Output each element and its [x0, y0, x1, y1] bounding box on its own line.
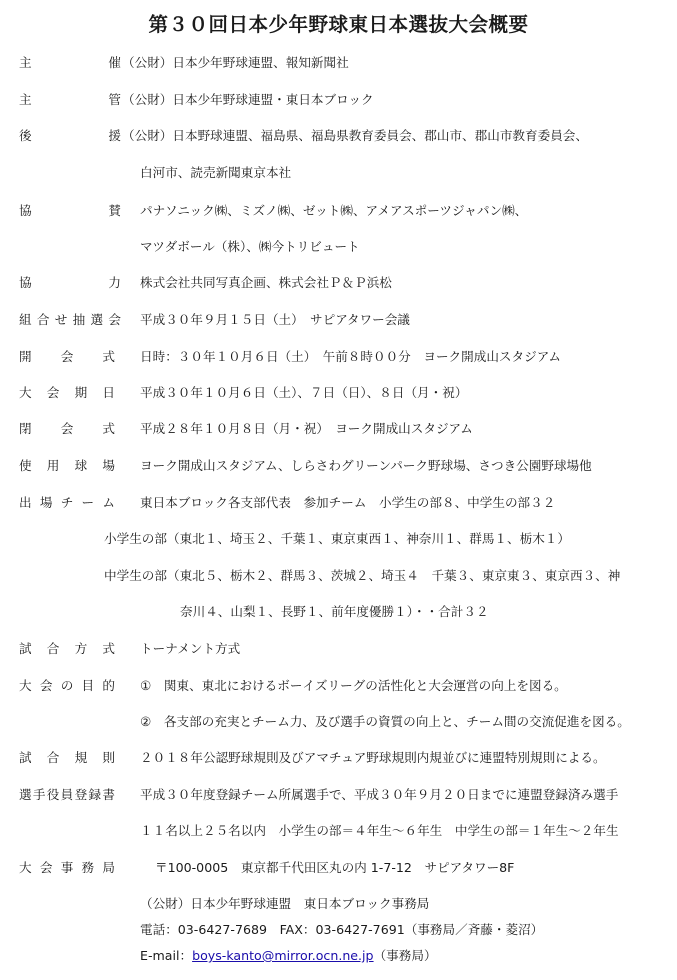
value-cooperation: 株式会社共同写真企画、株式会社Ｐ＆Ｐ浜松 — [140, 275, 392, 290]
label-host: 主 催 — [19, 55, 121, 70]
email-prefix: E-mail： — [140, 948, 193, 963]
label-opening: 開 会 式 — [19, 349, 115, 364]
value-dates: 平成３０年１０月６日（土）、７日（日）、８日（月・祝） — [140, 385, 468, 400]
label-sponsor: 協 賛 — [19, 203, 121, 218]
email-suffix: （事務局） — [373, 948, 437, 963]
value-support-1: （公財）日本野球連盟、福島県、福島県教育委員会、郡山市、郡山市教育委員会、 — [122, 128, 588, 143]
label-support: 後 援 — [19, 128, 121, 143]
label-rules: 試 合 規 則 — [19, 750, 115, 765]
label-registration: 選 手 役 員 登 録 書 — [19, 787, 115, 802]
value-sponsor-2: マツダボール（株）、㈱今トリビュート — [140, 239, 360, 254]
value-registration-1: 平成３０年度登録チーム所属選手で、平成３０年９月２０日までに連盟登録済み選手 — [140, 787, 619, 802]
label-closing: 閉 会 式 — [19, 421, 115, 436]
value-organizer: （公財）日本少年野球連盟・東日本ブロック — [122, 92, 374, 107]
value-teams-3: 中学生の部（東北５、栃木２、群馬３、茨城２、埼玉４ 千葉３、東京東３、東京西３、神 — [104, 568, 621, 583]
label-teams: 出 場 チ ー ム — [19, 495, 115, 510]
label-venues: 使 用 球 場 — [19, 458, 115, 473]
value-sponsor-1: パナソニック㈱、ミズノ㈱、ゼット㈱、アメアスポーツジャパン㈱、 — [140, 203, 528, 218]
value-office-address: 〒100-0005 東京都千代田区丸の内 1-7-12 サピアタワー8F — [155, 860, 515, 875]
value-office-phone: 電話：03-6427-7689 FAX：03-6427-7691（事務局／斉藤・菱沼） — [140, 922, 544, 937]
value-closing: 平成２８年１０月８日（月・祝） ヨーク開成山スタジアム — [140, 421, 473, 436]
email-line — [140, 947, 437, 965]
page-title: 第３０回日本少年野球東日本選抜大会概要 — [148, 13, 529, 36]
value-purpose-1: ① 関東、東北におけるボーイズリーグの活性化と大会運営の向上を図る。 — [140, 678, 567, 693]
label-office: 大 会 事 務 局 — [19, 860, 115, 875]
value-registration-2: １１名以上２５名以内 小学生の部＝４年生～６年生 中学生の部＝１年生～２年生 — [140, 823, 619, 838]
value-support-2: 白河市、読売新聞東京本社 — [140, 165, 292, 180]
email-link[interactable]: boys-kanto@mirror.ocn.ne.jp — [192, 948, 374, 963]
value-host: （公財）日本少年野球連盟、報知新聞社 — [122, 55, 349, 70]
value-format: トーナメント方式 — [140, 641, 241, 656]
value-teams-1: 東日本ブロック各支部代表 参加チーム 小学生の部８、中学生の部３２ — [140, 495, 556, 510]
label-cooperation: 協 力 — [19, 275, 121, 290]
label-organizer: 主 管 — [19, 92, 121, 107]
value-rules: ２０１８年公認野球規則及びアマチュア野球規則内規並びに連盟特別規則による。 — [140, 750, 606, 765]
value-purpose-2: ② 各支部の充実とチーム力、及び選手の資質の向上と、チーム間の交流促進を図る。 — [140, 714, 630, 729]
value-teams-2: 小学生の部（東北１、埼玉２、千葉１、東京東西１、神奈川１、群馬１、栃木１） — [104, 531, 570, 546]
value-venues: ヨーク開成山スタジアム、しらさわグリーンパーク野球場、さつき公園野球場他 — [140, 458, 592, 473]
label-purpose: 大 会 の 目 的 — [19, 678, 115, 693]
value-draw: 平成３０年９月１５日（土） サピアタワー会議 — [140, 312, 410, 327]
value-office-name: （公財）日本少年野球連盟 東日本ブロック事務局 — [140, 896, 430, 911]
label-dates: 大 会 期 日 — [19, 385, 115, 400]
label-format: 試 合 方 式 — [19, 641, 115, 656]
value-opening: 日時：３０年１０月６日（土） 午前８時００分 ヨーク開成山スタジアム — [140, 349, 562, 364]
label-draw: 組 合 せ 抽 選 会 — [19, 312, 121, 327]
value-teams-4: 奈川４、山梨１、長野１、前年度優勝１）・・合計３２ — [180, 604, 489, 619]
